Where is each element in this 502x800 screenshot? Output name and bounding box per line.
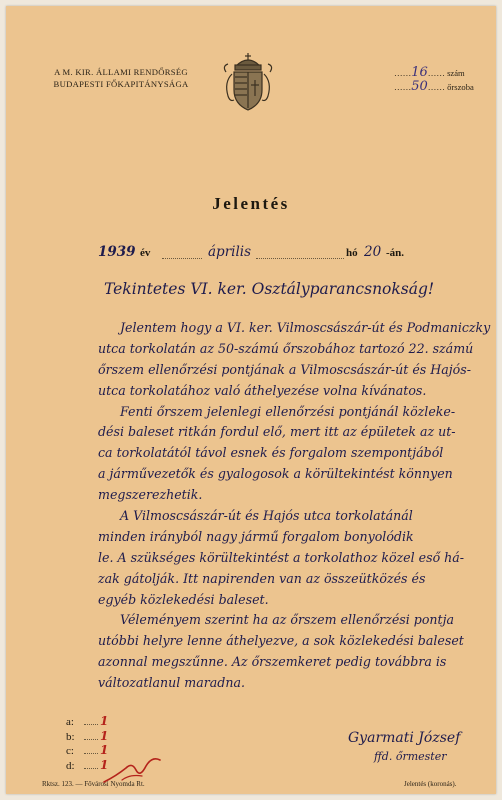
tally-mark: 1 [100,757,109,772]
body-line: A Vilmoscsászár-út és Hajós utca torkolatánál [120,508,413,524]
date-day-prefix: hó [346,247,358,259]
number-label: szám [447,68,465,78]
body-line: a járművezetők és gyalogosok a körültekintést könnyen [98,466,453,482]
room-label: őrszoba [447,82,474,92]
date-dots-2 [256,258,344,259]
date-year: 1939 [98,244,136,260]
printer-imprint: Rktsz. 123. — Fővárosi Nyomda Rt. [42,780,145,788]
body-line: ca torkolatától távol esnek és forgalom szempontjából [98,445,444,461]
body-line: dési baleset ritkán fordul elő, mert itt az épületek az ut- [98,424,456,440]
body-line: azonnal megszűnne. Az őrszemkeret pedig továbbra is [98,654,447,670]
number-row: ……16…… szám [394,65,465,80]
registry-numbers [394,66,494,94]
date-year-suffix: év [140,247,151,259]
body-line: utca torkolatán az 50-számú őrszobához tartozó 22. számú [98,340,474,356]
date-month: április [208,244,252,260]
tally-row [66,729,108,744]
authority-line-2: BUDAPESTI FŐKAPITÁNYSÁGA [53,79,189,89]
body-line: zak gátolják. Itt napirenden van az összeütközés és [98,570,426,586]
date-day-suffix: -án. [386,247,405,259]
salutation: Tekintetes VI. ker. Osztályparancsnokság! [104,280,435,298]
tally-label: a: [66,716,74,728]
body-line: Véleményem szerint ha az őrszem ellenőrzési pontja [120,612,455,628]
tally-row [66,714,108,729]
body-line: megszerezhetik. [98,487,203,503]
date-dots-1 [162,258,202,259]
tally-mark: 1 [100,743,109,758]
body-line: utca torkolatához való áthelyezése volna kívánatos. [98,382,427,398]
report-sheet [6,6,496,794]
form-name: Jelentés (koronás). [404,780,457,788]
body-line: egyéb közlekedési baleset. [98,591,269,607]
date-day: 20 [364,244,382,260]
room-row: ……50…… őrszoba [394,79,474,94]
date-line [98,244,418,262]
tally-label: b: [66,730,75,743]
document-title: Jelentés [212,194,290,213]
report-body [98,318,491,694]
tally-label: c: [66,745,74,758]
body-line: Jelentem hogy a VI. ker. Vilmoscsászár-út és Podmaniczky [120,320,491,335]
signature-name: Gyarmati József [348,730,461,746]
authority-header [26,66,216,90]
body-line: őrszem ellenőrzési pontjának a Vilmoscsászár-út és Hajós- [98,361,471,377]
body-line: minden irányból nagy jármű forgalom bonyolódik [98,528,414,544]
tally-mark: 1 [100,714,109,728]
room-value: 50 [411,79,428,94]
signature-rank: ffd. őrmester [374,750,447,763]
authority-line-1: A M. KIR. ÁLLAMI RENDŐRSÉG [54,67,188,77]
body-line: Fenti őrszem jelenlegi ellenőrzési pontjánál közleke- [120,403,456,419]
tally-mark: 1 [100,728,109,743]
body-line: változatlanul maradna. [98,675,245,691]
tally-label: d: [66,759,75,772]
body-line: le. A szükséges körültekintést a torkolathoz közel eső há- [98,549,465,565]
hungarian-crest-icon [220,52,276,114]
body-line: utóbbi helyre lenne áthelyezve, a sok közlekedési baleset [98,633,464,649]
number-value: 16 [411,65,428,80]
